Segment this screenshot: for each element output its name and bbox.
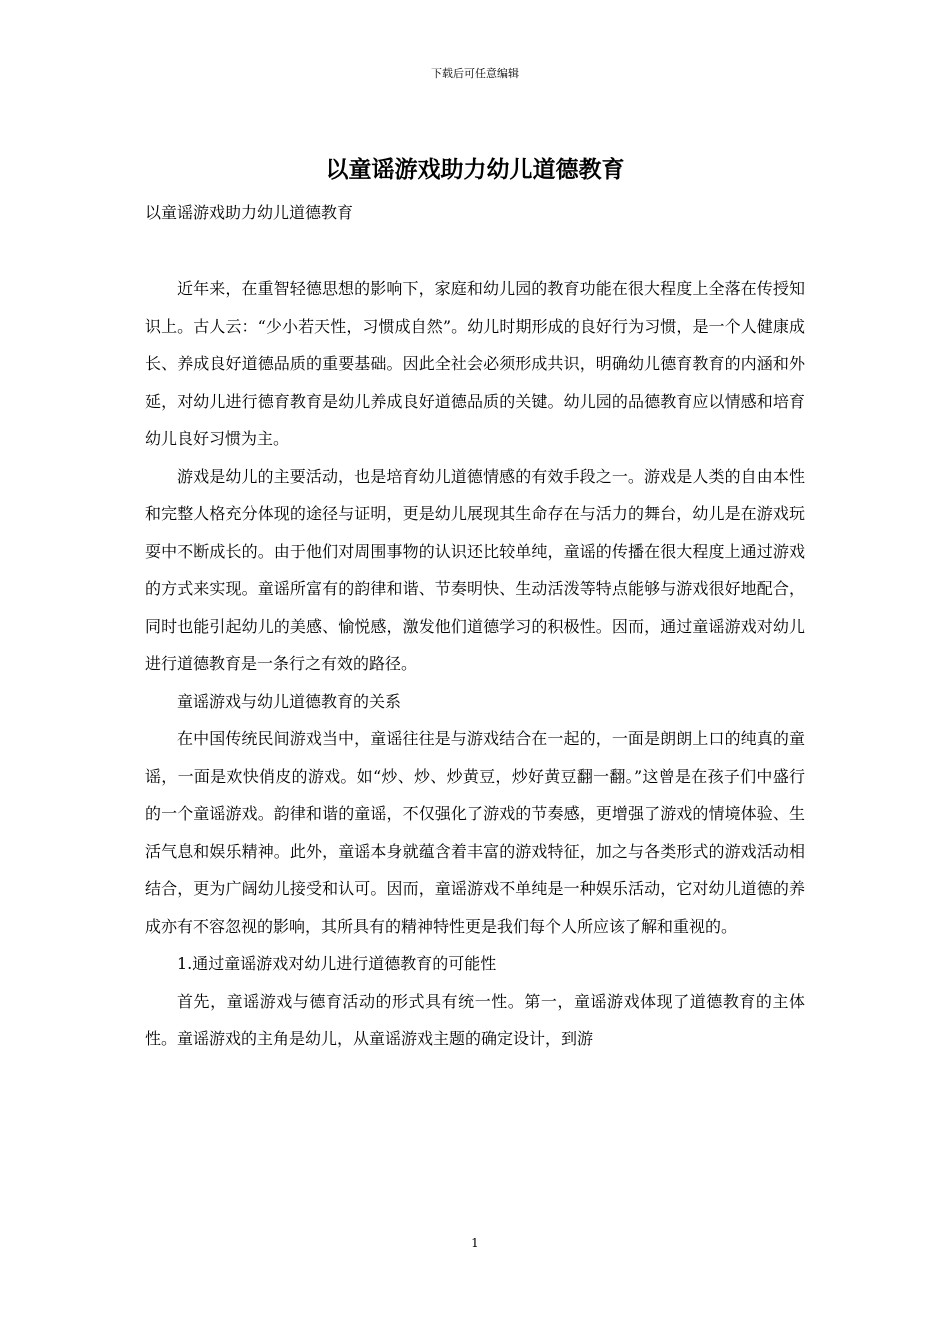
paragraph-intro: 近年来，在重智轻德思想的影响下，家庭和幼儿园的教育功能在很大程度上全落在传授知识上。古人云：“少小若天性，习惯成自然”。幼儿时期形成的良好行为习惯，是一个人健康成长、养成良好道德品质的重要基础。因此全社会必须形成共识，明确幼儿德育教育的内涵和外延，对幼儿进行德育教育是幼儿养成良好道德品质的关键。幼儿园的品德教育应以情感和培育幼儿良好习惯为主。	[145, 279, 805, 448]
paragraph-traditional-games: 在中国传统民间游戏当中，童谣往往是与游戏结合在一起的，一面是朗朗上口的纯真的童谣，一面是欢快俏皮的游戏。如“炒、炒、炒黄豆，炒好黄豆翻一翻。”这曾是在孩子们中盛行的一个童谣游戏。韵律和谐的童谣，不仅强化了游戏的节奏感，更增强了游戏的情境体验、生活气息和娱乐精神。此外，童谣本身就蕴含着丰富的游戏特征，加之与各类形式的游戏活动相结合，更为广阔幼儿接受和认可。因而，童谣游戏不单纯是一种娱乐活动，它对幼儿道德的养成亦有不容忽视的影响，其所具有的精神特性更是我们每个人所应该了解和重视的。	[145, 729, 805, 936]
document-subtitle: 以童谣游戏助力幼儿道德教育	[145, 203, 354, 222]
section-heading-relationship: 童谣游戏与幼儿道德教育的关系	[177, 691, 402, 711]
page-header: 下载后可任意编辑	[431, 67, 519, 80]
section-heading-possibility: 1.通过童谣游戏对幼儿进行道德教育的可能性	[177, 954, 497, 973]
document-title: 以童谣游戏助力幼儿道德教育	[325, 157, 625, 183]
paragraph-first-point: 首先，童谣游戏与德育活动的形式具有统一性。第一，童谣游戏体现了道德教育的主体性。童谣游戏的主角是幼儿，从童谣游戏主题的确定设计，到游	[145, 991, 805, 1048]
document-body	[145, 270, 805, 1058]
page-number: 1	[471, 1236, 479, 1250]
paragraph-games: 游戏是幼儿的主要活动，也是培育幼儿道德情感的有效手段之一。游戏是人类的自由本性和完整人格充分体现的途径与证明，更是幼儿展现其生命存在与活力的舞台，幼儿是在游戏玩耍中不断成长的。由于他们对周围事物的认识还比较单纯，童谣的传播在很大程度上通过游戏的方式来实现。童谣所富有的韵律和谐、节奏明快、生动活泼等特点能够与游戏很好地配合，同时也能引起幼儿的美感、愉悦感，激发他们道德学习的积极性。因而，通过童谣游戏对幼儿进行道德教育是一条行之有效的路径。	[145, 466, 805, 673]
